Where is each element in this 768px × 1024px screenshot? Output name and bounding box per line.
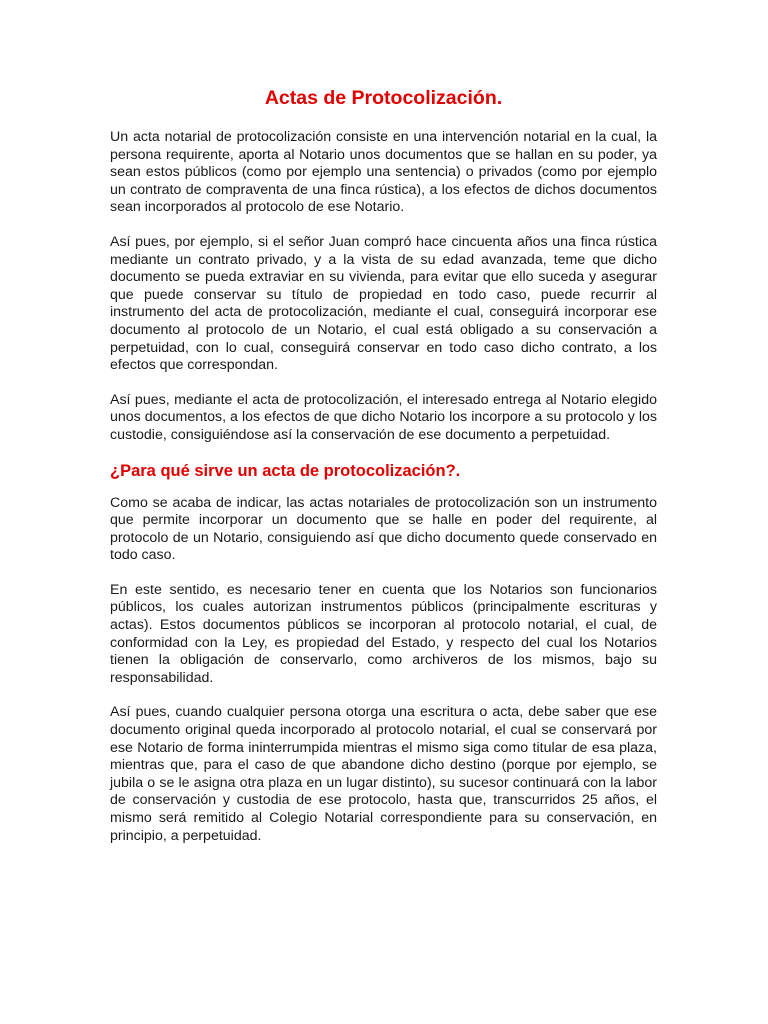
intro-paragraph-3: Así pues, mediante el acta de protocolización, el interesado entrega al Notario elegido unos documentos, a los efectos de que dicho Notario los incorpore a su protocolo y los custodie, consiguiéndose así la conservación de ese documento a perpetuidad. xyxy=(110,391,657,443)
section-paragraph-3: Así pues, cuando cualquier persona otorga una escritura o acta, debe saber que ese documento original queda incorporado al protocolo notarial, el cual se conservará por ese Notario de forma ininterrumpida mientras el mismo siga como titular de esa plaza, mientras que, para el caso de que abandone dicho destino (porque por ejemplo, se jubila o se le asigna otra plaza en un lugar distinto), su sucesor continuará con la labor de conservación y custodia de ese protocolo, hasta que, transcurridos 25 años, el mismo será remitido al Colegio Notarial correspondiente para su conservación, en principio, a perpetuidad. xyxy=(110,704,657,844)
section-paragraph-2: En este sentido, es necesario tener en cuenta que los Notarios son funcionarios públicos, los cuales autorizan instrumentos públicos (principalmente escrituras y actas). Estos documentos públicos se incorporan al protocolo notarial, el cual, de conformidad con la Ley, es propiedad del Estado, y respecto del cual los Notarios tienen la obligación de conservarlo, como archiveros de los mismos, bajo su responsabilidad. xyxy=(110,581,657,686)
section-heading: ¿Para qué sirve un acta de protocolización?. xyxy=(110,461,461,480)
intro-paragraph-1: Un acta notarial de protocolización consiste en una intervención notarial en la cual, la persona requirente, aporta al Notario unos documentos que se hallan en su poder, ya sean estos públicos (como por ejemplo una sentencia) o privados (como por ejemplo un contrato de compraventa de una finca rústica), a los efectos de dichos documentos sean incorporados al protocolo de ese Notario. xyxy=(110,129,657,216)
section-paragraph-1: Como se acaba de indicar, las actas notariales de protocolización son un instrumento que permite incorporar un documento que se halle en poder del requirente, al protocolo de un Notario, consiguiendo así que dicho documento quede conservado en todo caso. xyxy=(110,494,657,564)
intro-paragraph-2: Así pues, por ejemplo, si el señor Juan compró hace cincuenta años una finca rústica mediante un contrato privado, y a la vista de su edad avanzada, teme que dicho documento se pueda extraviar en su vivienda, para evitar que ello suceda y asegurar que puede conservar su título de propiedad en todo caso, puede recurrir al instrumento del acta de protocolización, mediante el cual, conseguirá incorporar ese documento al protocolo de un Notario, el cual está obligado a su conservación a perpetuidad, con lo cual, conseguirá conservar en todo caso dicho contrato, a los efectos que correspondan. xyxy=(110,233,657,374)
document-page xyxy=(110,86,657,845)
document-title: Actas de Protocolización. xyxy=(264,87,503,109)
